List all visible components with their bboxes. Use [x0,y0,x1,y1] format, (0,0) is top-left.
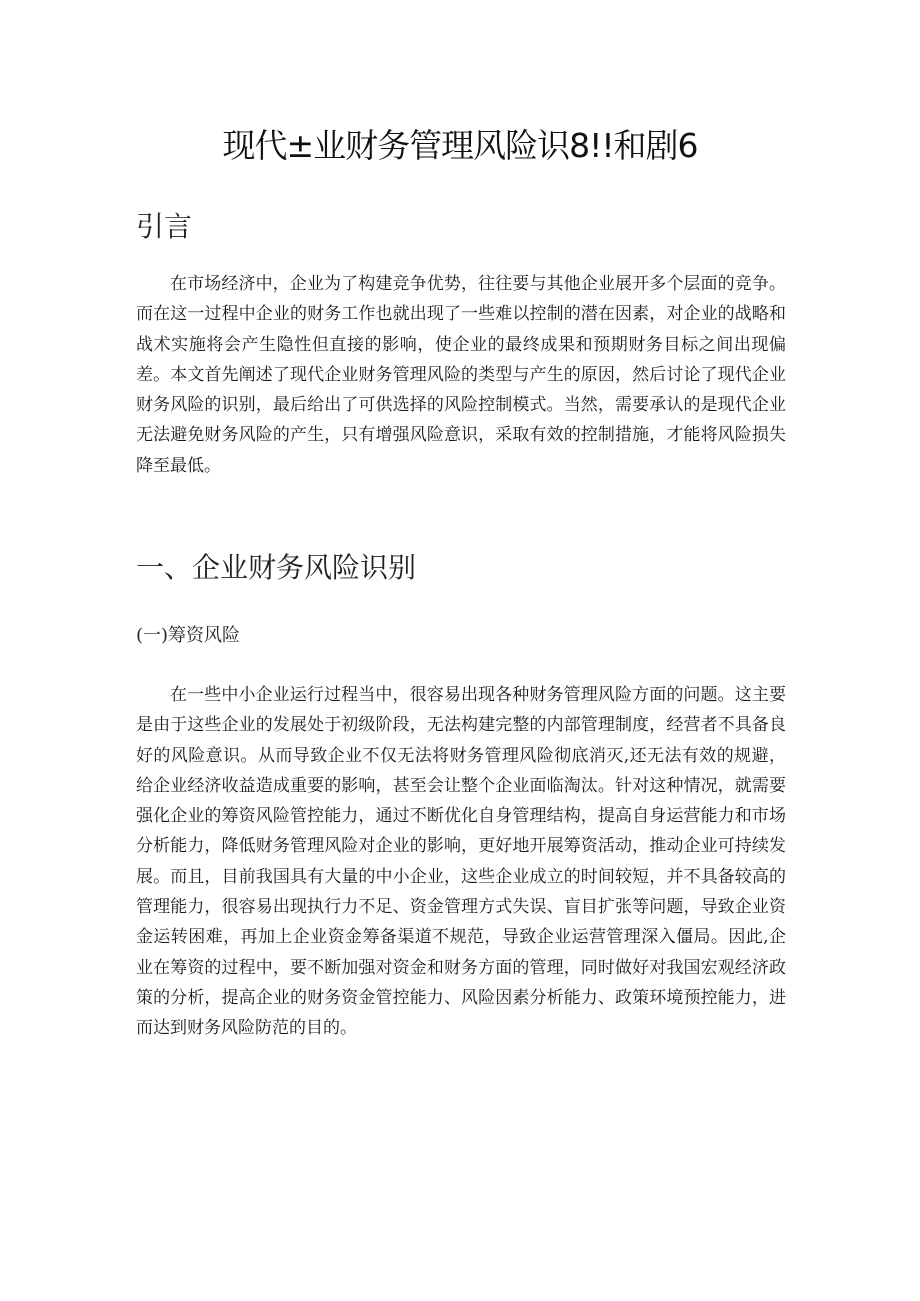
intro-paragraph: 在市场经济中，企业为了构建竞争优势，往往要与其他企业展开多个层面的竞争。而在这一过程中企业的财务工作也就出现了一些难以控制的潜在因素，对企业的战略和战术实施将会产生隐性但直接的影响，使企业的最终成果和预期财务目标之间出现偏差。本文首先阐述了现代企业财务管理风险的类型与产生的原因，然后讨论了现代企业财务风险的识别，最后给出了可供选择的风险控制模式。当然，需要承认的是现代企业无法避免财务风险的产生，只有增强风险意识，采取有效的控制措施，才能将风险损失降至最低。 [136,274,786,476]
subsection-paragraph: 在一些中小企业运行过程当中，很容易出现各种财务管理风险方面的问题。这主要是由于这些企业的发展处于初级阶段，无法构建完整的内部管理制度，经营者不具备良好的风险意识。从而导致企业不仅无法将财务管理风险彻底消灭,还无法有效的规避，给企业经济收益造成重要的影响，甚至会让整个企业面临淘汰。针对这种情况，就需要强化企业的筹资风险管控能力，通过不断优化自身管理结构，提高自身运营能力和市场分析能力，降低财务管理风险对企业的影响，更好地开展筹资活动，推动企业可持续发展。而且，目前我国具有大量的中小企业，这些企业成立的时间较短，并不具备较高的管理能力，很容易出现执行力不足、资金管理方式失误、盲目扩张等问题，导致企业资金运转困难，再加上企业资金筹备渠道不规范，导致企业运营管理深入僵局。因此,企业在筹资的过程中，要不断加强对资金和财务方面的管理，同时做好对我国宏观经济政策的分析，提高企业的财务资金管控能力、风险因素分析能力、政策环境预控能力，进而达到财务风险防范的目的。 [136,685,786,1039]
document-title: 现代±业财务管理风险识8!!和剧6 [222,126,698,165]
subsection-heading: (一)筹资风险 [136,625,241,646]
section-heading: 一、企业财务风险识别 [136,551,417,584]
intro-heading: 引言 [136,210,193,243]
